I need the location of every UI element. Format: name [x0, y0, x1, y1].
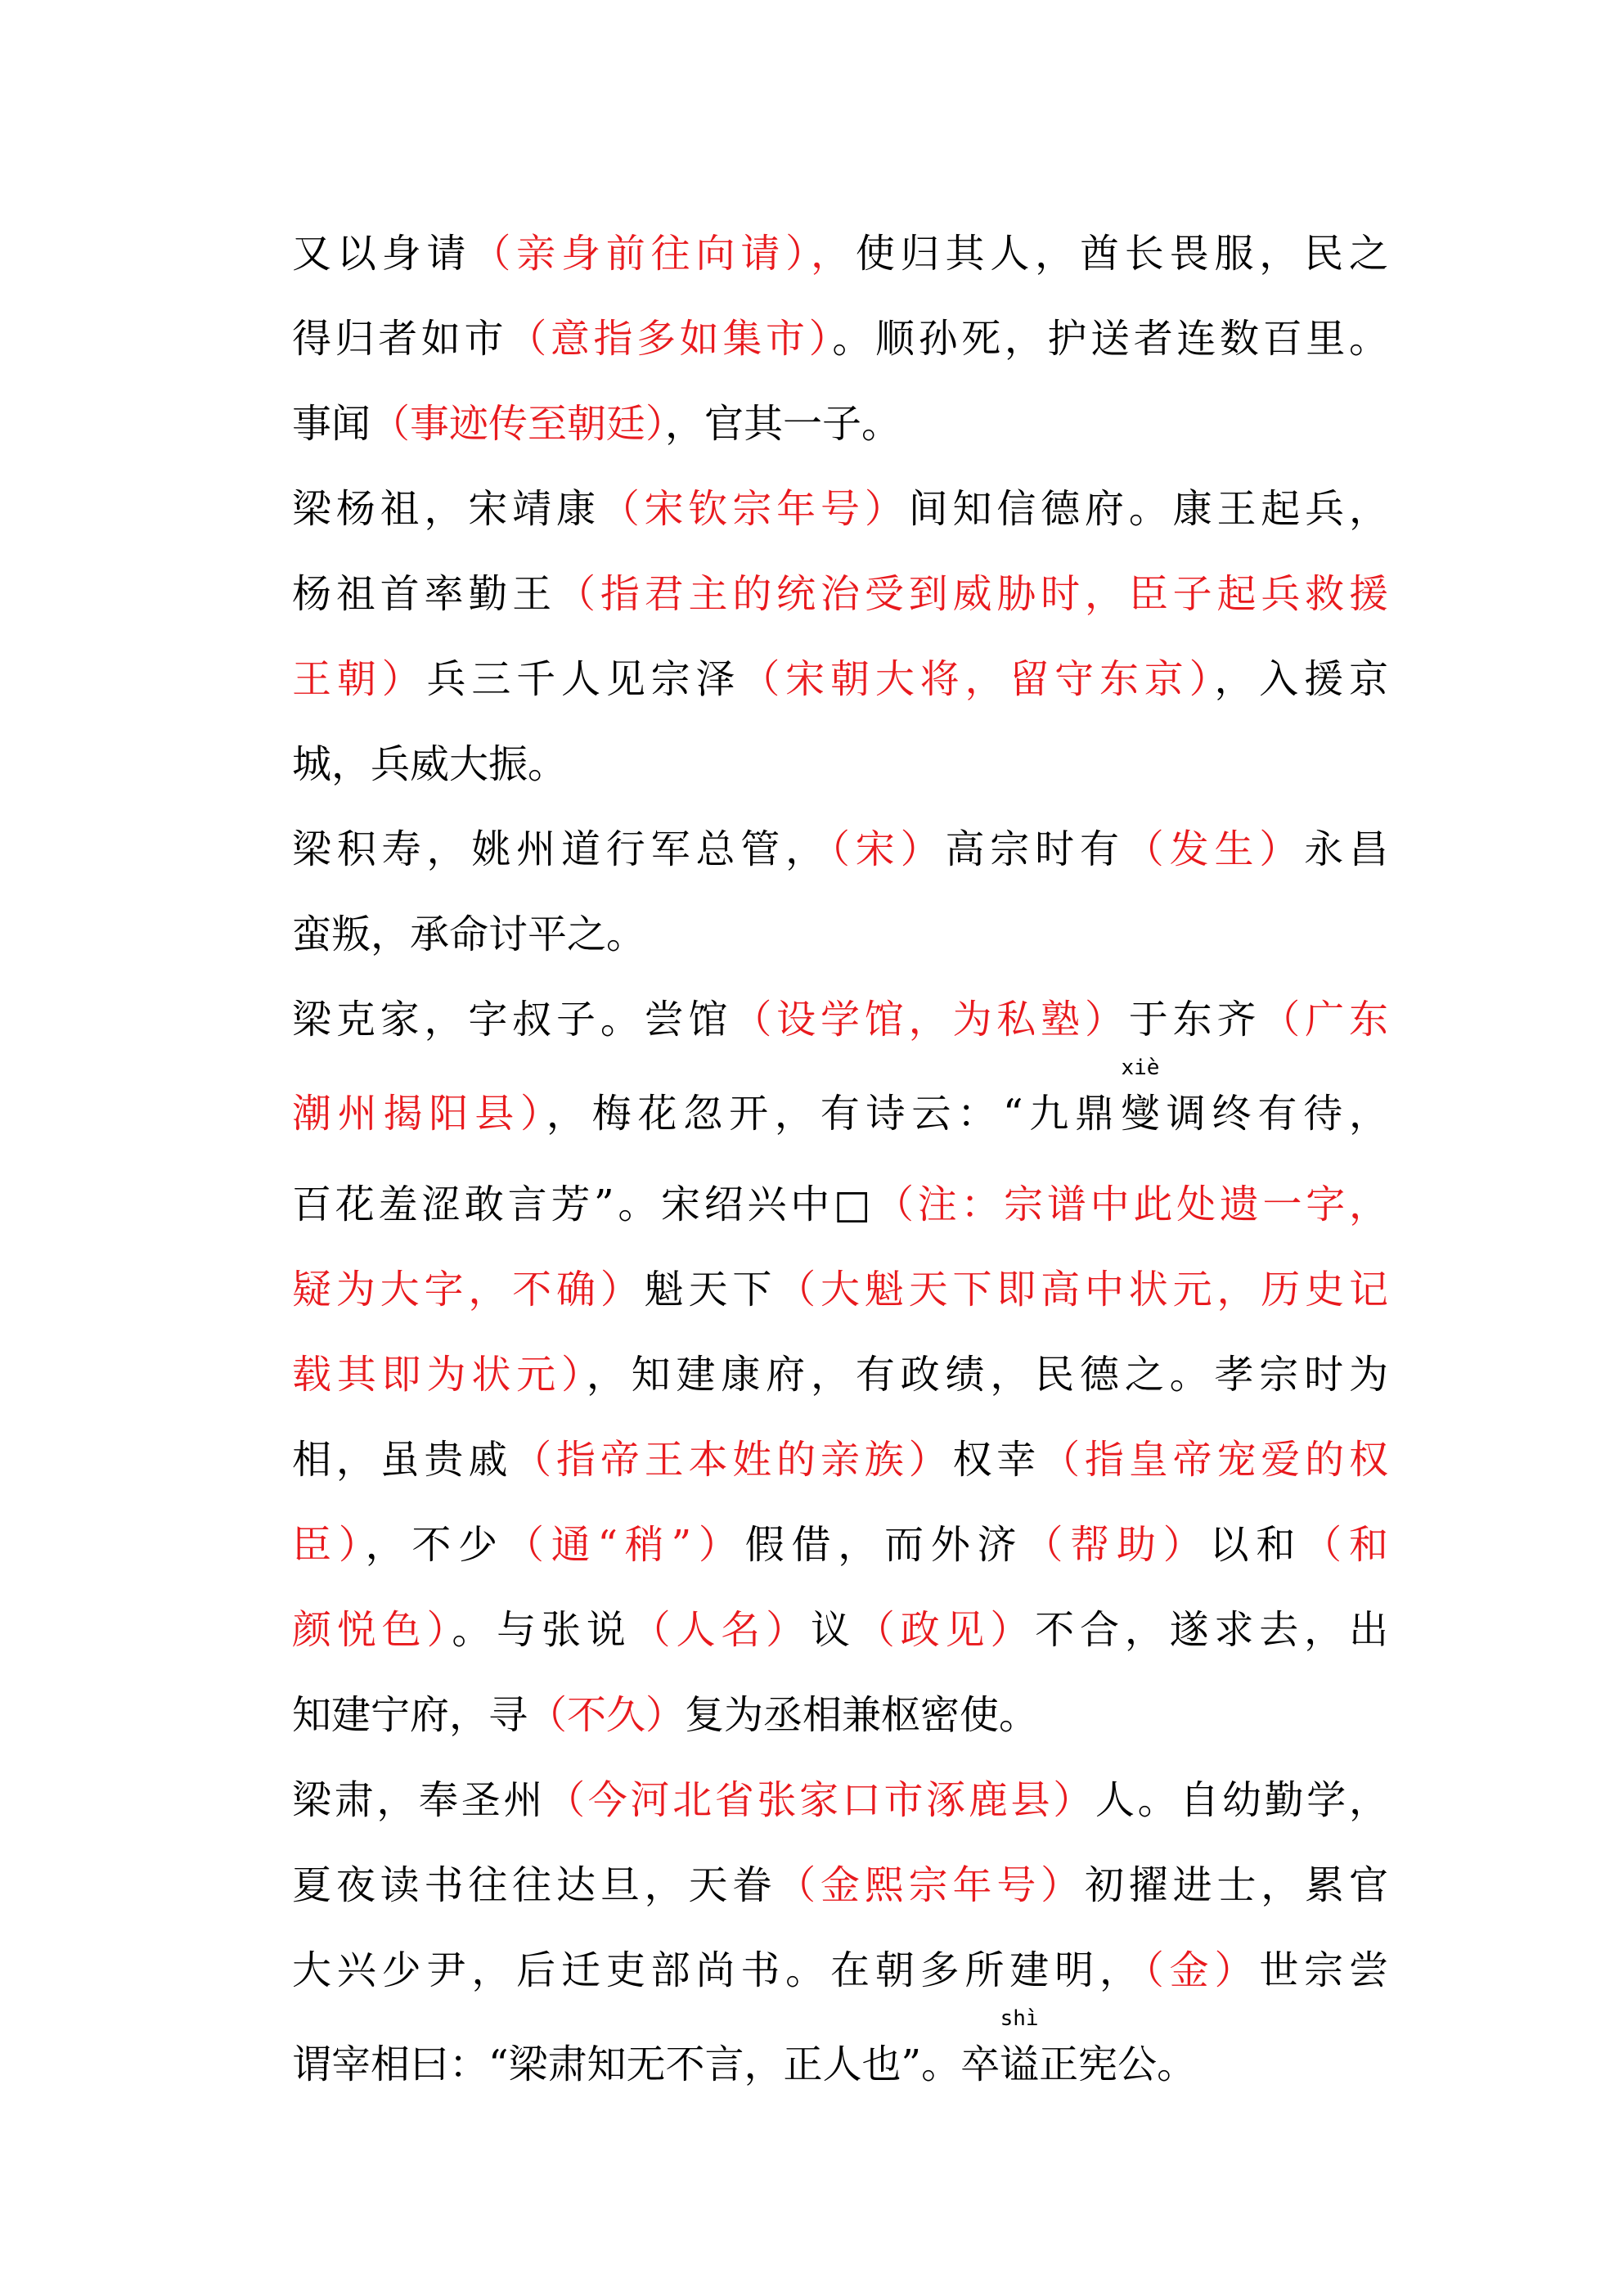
body-text: 梁积寿，姚州道行军总管， [292, 826, 830, 872]
annotation-note: （亲身前往向请）， [471, 231, 856, 277]
text-line [292, 1247, 1388, 1332]
body-text: 兵三千人见宗泽 [426, 656, 741, 702]
paragraph [292, 1758, 1388, 2113]
body-text: ，知建康府，有政绩，民德之。孝宗时为 [586, 1352, 1388, 1398]
text-line [292, 1928, 1388, 2013]
body-text: 不合，遂求去，出 [1035, 1607, 1388, 1653]
annotation-note: 疑为大字，不确） [292, 1267, 645, 1312]
annotation-note: （大魁天下即高中状元，历史记 [776, 1267, 1388, 1312]
body-text: 高宗时有 [945, 826, 1125, 872]
text-line [292, 722, 1388, 807]
text-line [292, 2006, 1388, 2113]
body-text: 间知信德府。康王起兵， [908, 486, 1388, 532]
pinyin-annotation: shì [1000, 2006, 1039, 2031]
text-line [292, 1672, 1388, 1758]
annotation-note: （设学馆，为私塾） [732, 997, 1129, 1042]
body-text: ，入援京 [1214, 656, 1388, 702]
body-text: 梁杨祖，宋靖康 [292, 486, 600, 532]
text-line [292, 381, 1388, 466]
annotation-note: （指君主的统治受到威胁时，臣子起兵救援 [556, 571, 1388, 617]
paragraph [292, 211, 1388, 466]
body-text: ，不少 [365, 1522, 505, 1568]
pinyin-annotation: xiè [1121, 1056, 1160, 1080]
text-line [292, 1417, 1388, 1502]
annotation-note: （金熙宗年号） [776, 1862, 1085, 1908]
body-text: 使归其人，酋长畏服，民之 [855, 231, 1388, 277]
body-text: 人。自幼勤学， [1095, 1777, 1388, 1823]
annotation-note: （帮助） [1023, 1522, 1210, 1568]
body-text: 夏夜读书往往达旦，天眷 [292, 1862, 777, 1908]
body-text: 城，兵威大振。 [292, 741, 568, 787]
text-line [292, 551, 1388, 637]
body-text: 梁肃，奉圣州 [292, 1777, 546, 1823]
annotation-note: （指皇帝宠爱的权 [1041, 1437, 1388, 1483]
paragraph [292, 807, 1388, 977]
body-text: 梁克家，字叔子。尝馆 [292, 997, 733, 1042]
annotation-note: （宋钦宗年号） [600, 486, 909, 532]
annotated-character [1000, 2006, 1040, 2113]
text-line [292, 807, 1388, 892]
body-text: 世宗尝 [1259, 1947, 1388, 1993]
annotated-character [1120, 1056, 1160, 1162]
text-line [292, 1162, 1388, 1247]
text-line [292, 977, 1388, 1062]
annotation-note: 臣） [292, 1522, 366, 1568]
body-text: 。顺孙死，护送者连数百里。 [832, 316, 1388, 362]
character: 谥 [1000, 2042, 1040, 2087]
paragraph [292, 977, 1388, 1758]
character: 燮 [1120, 1091, 1160, 1137]
annotation-note: 颜悦色） [292, 1607, 452, 1653]
body-text: 相，虽贵戚 [292, 1437, 513, 1483]
text-line [292, 1843, 1388, 1928]
text-line [292, 466, 1388, 551]
annotation-note: 王朝） [292, 656, 427, 702]
body-text: 永昌 [1304, 826, 1388, 872]
body-text: 事闻 [292, 401, 371, 447]
text-line [292, 1332, 1388, 1417]
text-line [292, 296, 1388, 381]
text-line [292, 637, 1388, 722]
body-text: 于东齐 [1128, 997, 1261, 1042]
body-text: 复为丞相兼枢密使。 [685, 1692, 1039, 1738]
body-text: 初擢进士，累官 [1084, 1862, 1388, 1908]
body-text: 正宪公。 [1039, 2042, 1197, 2087]
body-text: 百花羞涩敢言芳”。宋绍兴中□ [292, 1182, 875, 1227]
body-text: ，梅花忽开，有诗云：“九鼎 [546, 1091, 1121, 1137]
annotation-note: （发生） [1124, 826, 1305, 872]
annotation-note: （广东 [1261, 997, 1388, 1042]
annotation-note: （政见） [855, 1607, 1036, 1653]
body-text: 大兴少尹，后迁吏部尚书。在朝多所建明， [292, 1947, 1144, 1993]
paragraph [292, 466, 1388, 807]
text-line [292, 1502, 1388, 1587]
annotation-note: （事迹传至朝廷） [371, 401, 666, 447]
annotation-note: （今河北省张家口市涿鹿县） [546, 1777, 1095, 1823]
body-text: 知建宁府，寻 [292, 1692, 528, 1738]
body-text: 杨祖首率勤王 [292, 571, 556, 617]
annotation-note: （金） [1144, 1947, 1260, 1993]
body-text: 以和 [1209, 1522, 1303, 1568]
body-text: 得归者如市 [292, 316, 508, 362]
annotation-note: 潮州揭阳县） [292, 1091, 546, 1137]
annotation-note: （不久） [528, 1692, 686, 1738]
annotation-note: 载其即为状元） [292, 1352, 587, 1398]
body-text: ，官其一子。 [665, 401, 901, 447]
annotation-note: （注：宗谱中此处遗一字， [874, 1182, 1388, 1227]
document-page [292, 211, 1388, 2113]
text-line [292, 1587, 1388, 1672]
annotation-note: （人名） [631, 1607, 811, 1653]
text-line [292, 1758, 1388, 1843]
annotation-note: （宋朝大将，留守东京） [740, 656, 1215, 702]
body-text: 魁天下 [644, 1267, 777, 1312]
annotation-note: （通“稍”） [504, 1522, 745, 1568]
text-line [292, 1056, 1388, 1162]
annotation-note: （指帝王本姓的亲族） [512, 1437, 953, 1483]
body-text: 调终有待， [1159, 1091, 1388, 1137]
body-text: 权幸 [952, 1437, 1041, 1483]
text-line [292, 892, 1388, 977]
body-text: 蛮叛，承命讨平之。 [292, 912, 646, 957]
body-text: 。与张说 [452, 1607, 632, 1653]
body-text: 谓宰相曰：“梁肃知无不言，正人也”。卒 [292, 2042, 1000, 2087]
body-text: 又以身请 [292, 231, 472, 277]
text-line [292, 211, 1388, 296]
annotation-note: （和 [1302, 1522, 1388, 1568]
annotation-note: （宋） [829, 826, 946, 872]
body-text: 假借，而外济 [744, 1522, 1024, 1568]
body-text: 议 [810, 1607, 856, 1653]
annotation-note: （意指多如集市） [507, 316, 833, 362]
